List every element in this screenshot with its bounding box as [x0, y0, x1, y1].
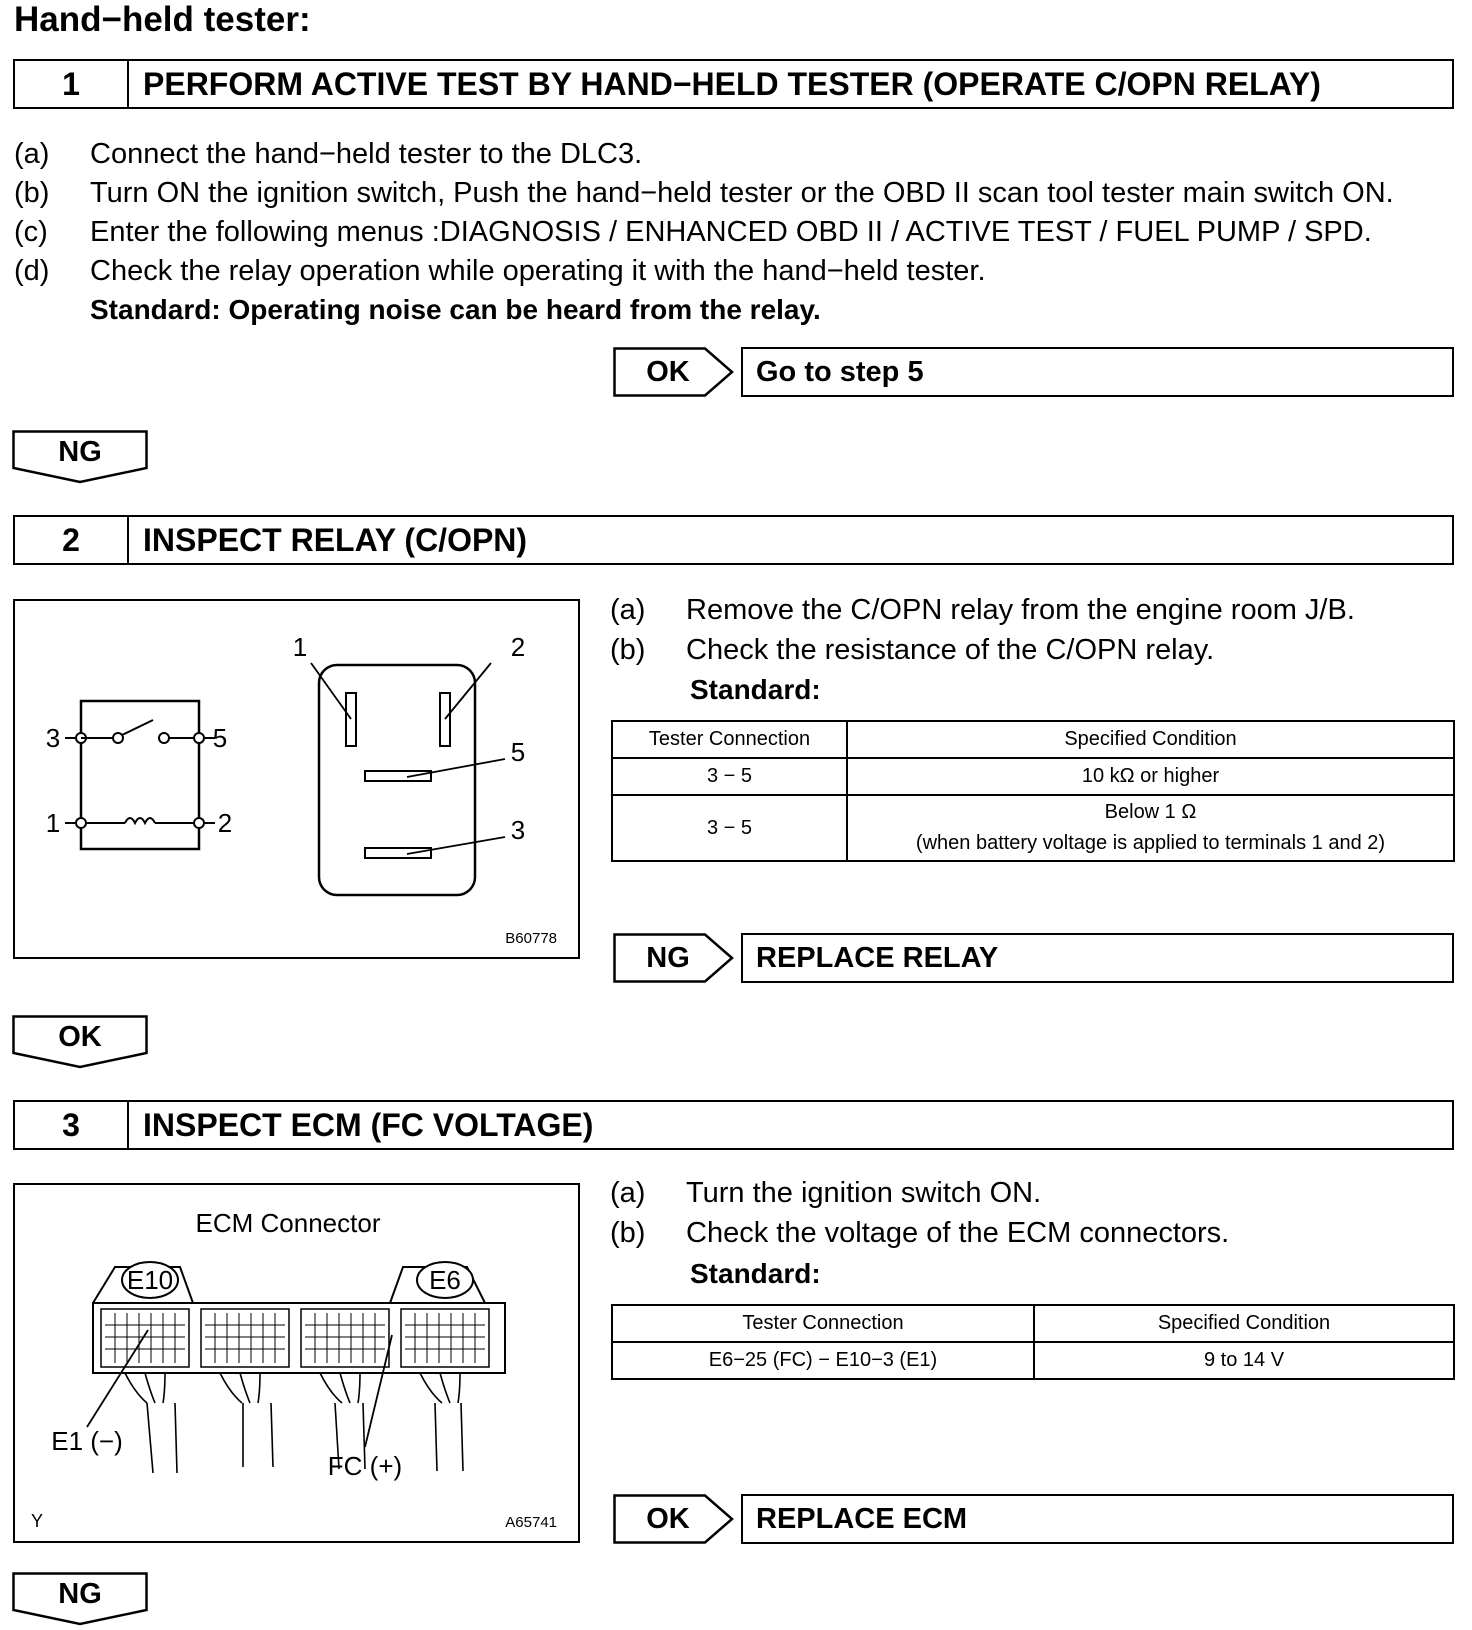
step-number: 1 [15, 61, 129, 107]
relay-terminal-label: 1 [292, 632, 308, 662]
schematic-terminal-label: 3 [45, 723, 61, 753]
figure-code: B60778 [505, 930, 557, 947]
connector-label-left: E10 [126, 1265, 174, 1295]
table-row [612, 1342, 1454, 1379]
spec-table [611, 1304, 1455, 1380]
table-cell-note: (when battery voltage is applied to terminals 1 and 2) [915, 832, 1386, 854]
table-cell-connection: 3 − 5 [612, 758, 847, 795]
flow-tag-label: NG [58, 436, 102, 468]
relay-terminal-label: 2 [510, 632, 526, 662]
result-action-box: REPLACE ECM [741, 1494, 1454, 1544]
spec-table [611, 720, 1455, 862]
ecm-figure [13, 1183, 580, 1543]
instruction-label: (d) [14, 255, 50, 287]
step-1-header [13, 59, 1454, 109]
instruction-text: Check the resistance of the C/OPN relay. [686, 634, 1215, 666]
table-cell-connection: 3 − 5 [612, 795, 847, 861]
figure-code: A65741 [505, 1514, 557, 1531]
instruction-text: Remove the C/OPN relay from the engine room J/B. [686, 594, 1355, 626]
instruction-label: (b) [610, 634, 646, 666]
relay-terminal-label: 3 [510, 815, 526, 845]
step-number: 2 [15, 517, 129, 563]
result-action-box: Go to step 5 [741, 347, 1454, 397]
instruction-label: (a) [610, 1177, 646, 1209]
instruction-text: Turn the ignition switch ON. [686, 1177, 1042, 1209]
flow-ng-tag [12, 430, 148, 484]
table-cell-condition: 9 to 14 V [1034, 1342, 1454, 1379]
table-header: Specified Condition [1034, 1305, 1454, 1342]
table-header: Tester Connection [612, 721, 847, 758]
result-ok-tag [613, 1494, 735, 1544]
table-cell-condition: Below 1 Ω [1104, 801, 1197, 823]
result-tag-label: OK [646, 355, 690, 388]
result-ng-tag [613, 933, 735, 983]
figure-title: ECM Connector [195, 1208, 381, 1238]
table-cell-connection: E6−25 (FC) − E10−3 (E1) [612, 1342, 1034, 1379]
instruction-label: (a) [610, 594, 646, 626]
standard-text: Standard: [690, 1258, 821, 1289]
table-row [612, 795, 1454, 861]
terminal-label-e1: E1 (−) [51, 1426, 123, 1456]
page-title: Hand−held tester: [14, 0, 311, 39]
standard-text: Standard: Operating noise can be heard from the relay. [90, 294, 821, 325]
relay-figure [13, 599, 580, 959]
step-2-header [13, 515, 1454, 565]
schematic-terminal-label: 5 [212, 723, 228, 753]
instruction-text: Enter the following menus :DIAGNOSIS / ENHANCED OBD II / ACTIVE TEST / FUEL PUMP / SPD. [90, 216, 1372, 248]
terminal-label-fc: FC (+) [327, 1451, 403, 1481]
instruction-text: Check the voltage of the ECM connectors. [686, 1217, 1230, 1249]
step-3-header [13, 1100, 1454, 1150]
flow-tag-label: NG [58, 1578, 102, 1610]
figure-corner-mark: Y [31, 1511, 44, 1531]
connector-label-right: E6 [429, 1265, 461, 1295]
result-ok-tag [613, 347, 735, 397]
table-cell-condition: 10 kΩ or higher [847, 758, 1454, 795]
step-number: 3 [15, 1102, 129, 1148]
step-title: PERFORM ACTIVE TEST BY HAND−HELD TESTER (OPERATE C/OPN RELAY) [143, 65, 1321, 102]
instruction-label: (b) [610, 1217, 646, 1249]
table-header: Specified Condition [847, 721, 1454, 758]
result-tag-label: NG [646, 941, 690, 974]
standard-text: Standard: [690, 674, 821, 705]
instruction-text: Turn ON the ignition switch, Push the hand−held tester or the OBD II scan tool tester main switch ON. [90, 177, 1394, 209]
flow-ng-tag [12, 1572, 148, 1626]
step-title: INSPECT RELAY (C/OPN) [143, 521, 528, 558]
ecm-connector-diagram [15, 1185, 577, 1540]
instruction-text: Check the relay operation while operating it with the hand−held tester. [90, 255, 986, 287]
instruction-text: Connect the hand−held tester to the DLC3. [90, 138, 643, 170]
schematic-terminal-label: 1 [45, 808, 61, 838]
table-row [612, 758, 1454, 795]
result-action-box: REPLACE RELAY [741, 933, 1454, 983]
schematic-terminal-label: 2 [217, 808, 233, 838]
flow-ok-tag [12, 1015, 148, 1069]
instruction-label: (a) [14, 138, 50, 170]
instruction-label: (c) [14, 216, 48, 248]
instruction-label: (b) [14, 177, 50, 209]
relay-terminal-label: 5 [510, 737, 526, 767]
flow-tag-label: OK [58, 1021, 102, 1053]
table-cell-condition-group [847, 795, 1454, 861]
result-tag-label: OK [646, 1502, 690, 1535]
relay-diagram [15, 601, 577, 956]
step-title: INSPECT ECM (FC VOLTAGE) [143, 1106, 594, 1143]
table-header: Tester Connection [612, 1305, 1034, 1342]
